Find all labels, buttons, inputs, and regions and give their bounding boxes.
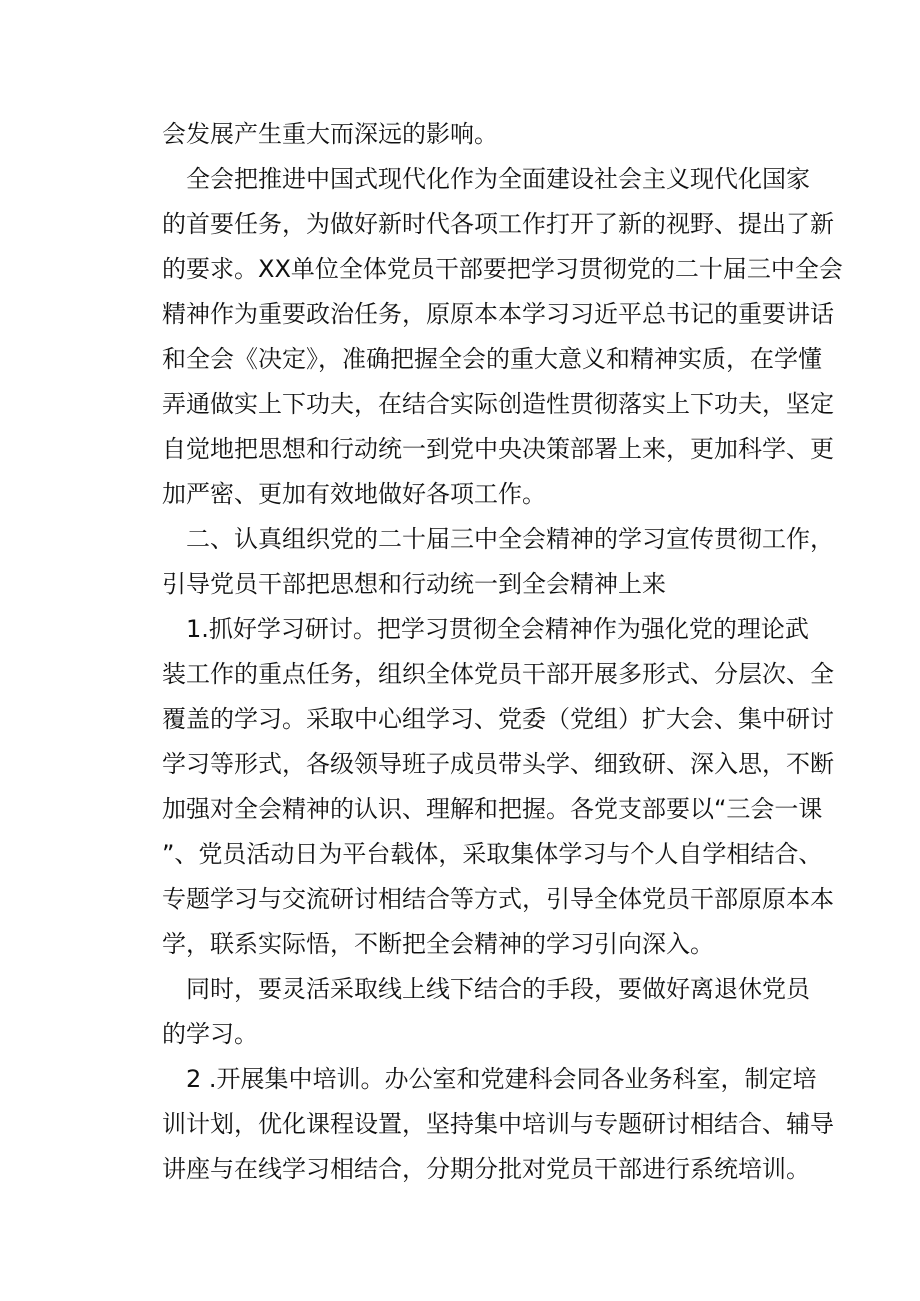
section-heading-line-1: 二、认真组织党的二十届三中全会精神的学习宣传贯彻工作， bbox=[186, 525, 834, 553]
text-line-23: 训计划，优化课程设置，坚持集中培训与专题研讨相结合、辅导 bbox=[162, 1110, 834, 1138]
text-line-1: 会发展产生重大而深远的影响。 bbox=[162, 120, 498, 148]
text-line-14: 覆盖的学习。采取中心组学习、党委（党组）扩大会、集中研讨 bbox=[162, 705, 834, 733]
text-line-5: 精神作为重要政治任务，原原本本学习习近平总书记的重要讲话 bbox=[162, 300, 834, 328]
text-line-16: 加强对全会精神的认识、理解和把握。各党支部要以“三会一课 bbox=[162, 795, 823, 823]
text-line-12: 1.抓好学习研讨。把学习贯彻全会精神作为强化党的理论武 bbox=[186, 615, 809, 643]
section-heading-line-2: 引导党员干部把思想和行动统一到全会精神上来 bbox=[162, 570, 666, 598]
text-line-15: 学习等形式，各级领导班子成员带头学、细致研、深入思，不断 bbox=[162, 750, 834, 778]
text-line-13: 装工作的重点任务，组织全体党员干部开展多形式、分层次、全 bbox=[162, 660, 834, 688]
text-line-17: ”、党员活动日为平台载体，采取集体学习与个人自学相结合、 bbox=[162, 840, 823, 868]
text-line-7: 弄通做实上下功夫，在结合实际创造性贯彻落实上下功夫，坚定 bbox=[162, 390, 834, 418]
text-line-18: 专题学习与交流研讨相结合等方式，引导全体党员干部原原本本 bbox=[162, 885, 834, 913]
text-line-20: 同时，要灵活采取线上线下结合的手段，要做好离退休党员 bbox=[186, 975, 810, 1003]
text-line-4: 的要求。XX单位全体党员干部要把学习贯彻党的二十届三中全会 bbox=[162, 255, 843, 283]
text-line-22: 2 .开展集中培训。办公室和党建科会同各业务科室，制定培 bbox=[186, 1065, 817, 1093]
text-line-9: 加严密、更加有效地做好各项工作。 bbox=[162, 480, 546, 508]
text-line-24: 讲座与在线学习相结合，分期分批对党员干部进行系统培训。 bbox=[162, 1155, 810, 1183]
text-line-21: 的学习。 bbox=[162, 1020, 258, 1048]
text-line-3: 的首要任务，为做好新时代各项工作打开了新的视野、提出了新 bbox=[162, 210, 834, 238]
text-line-8: 自觉地把思想和行动统一到党中央决策部署上来，更加科学、更 bbox=[162, 435, 834, 463]
text-line-6: 和全会《决定》，准确把握全会的重大意义和精神实质，在学懂 bbox=[162, 345, 822, 373]
text-line-2: 全会把推进中国式现代化作为全面建设社会主义现代化国家 bbox=[186, 165, 810, 193]
text-line-19: 学，联系实际悟，不断把全会精神的学习引向深入。 bbox=[162, 930, 714, 958]
